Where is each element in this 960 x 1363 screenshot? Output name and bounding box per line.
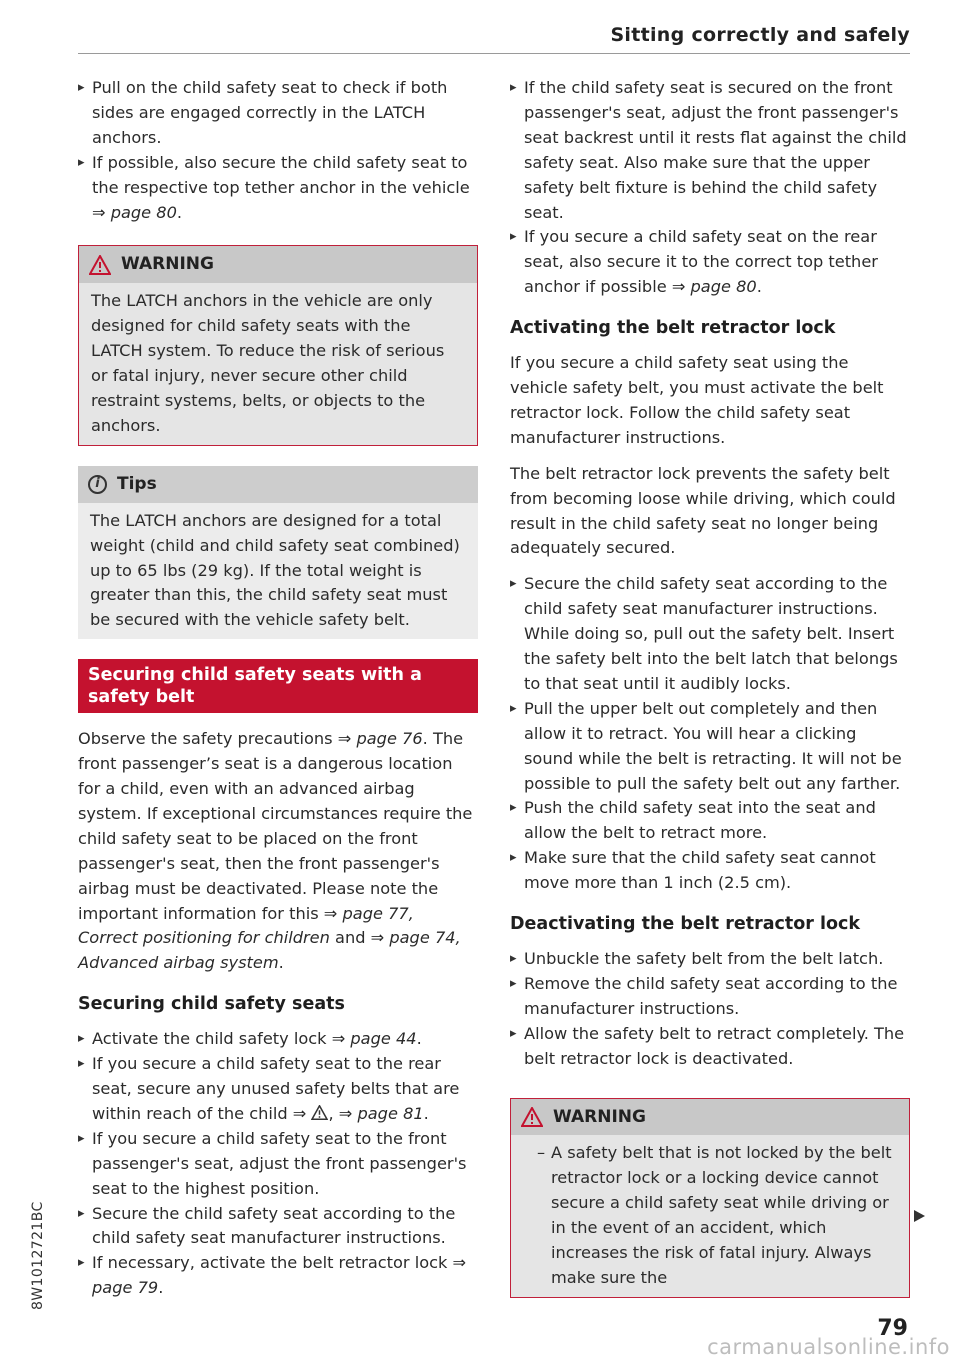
warning-box bbox=[78, 245, 478, 445]
page-ref-link[interactable]: ⇒ page 80 bbox=[92, 202, 177, 222]
list-item: ▸ Push the child safety seat into the seat and allow the belt to retract more. bbox=[510, 796, 910, 846]
continue-arrow-icon bbox=[914, 1210, 925, 1222]
header-rule bbox=[78, 53, 910, 54]
page-ref-link[interactable]: ⇒ page 44 bbox=[331, 1029, 417, 1049]
warning-text bbox=[511, 1135, 909, 1296]
list-item: ▸ If the child safety seat is secured on the front passenger's seat, adjust the front passenger's seat backrest until it rests flat against the child safety seat. Also make sure that the upper safety belt fixture is behind the child safety seat. bbox=[510, 76, 910, 225]
list-item: ▸ Unbuckle the safety belt from the belt latch. bbox=[510, 947, 910, 972]
list-item: ▸ If you secure a child safety seat on the rear seat, also secure it to the correct top tether anchor if possible ⇒ page 80. bbox=[510, 225, 910, 300]
paragraph: Observe the safety precautions ⇒ page 76. The front passenger’s seat is a dangerous location for a child, even with an advanced airbag system. If exceptional circumstances require the child safety seat to be placed on the front passenger's seat, then the front passenger's airbag must be deactivated. Please note the important information for this ⇒ page 77, Correct positioning for children and ⇒ page 74, Advanced airbag system. bbox=[78, 729, 473, 973]
paragraph: If you secure a child safety seat using the vehicle safety belt, you must activate the belt retractor lock. Follow the child safety seat manufacturer instructions. bbox=[510, 353, 884, 447]
list-item: ▸ Secure the child safety seat according to the child safety seat manufacturer instructions. While doing so, pull out the safety belt. Insert the safety belt into the belt latch that belongs to that seat until it audibly locks. bbox=[510, 572, 910, 697]
list-item: ▸ Activate the child safety lock ⇒ page 44. bbox=[78, 1027, 478, 1052]
list-item: ▸ Allow the safety belt to retract completely. The belt retractor lock is deactivated. bbox=[510, 1022, 910, 1072]
list-item: ▸ If you secure a child safety seat to the rear seat, secure any unused safety belts that are within reach of the child ⇒ , ⇒ page 81. bbox=[78, 1052, 478, 1127]
warning-title: WARNING bbox=[553, 1106, 646, 1127]
list-item: ▸ If possible, also secure the child safety seat to the respective top tether anchor in the vehicle ⇒ page 80. bbox=[78, 151, 478, 226]
tips-box bbox=[78, 466, 478, 639]
list-item: ▸ Remove the child safety seat according to the manufacturer instructions. bbox=[510, 972, 910, 1022]
list-item: ▸ Make sure that the child safety seat cannot move more than 1 inch (2.5 cm). bbox=[510, 846, 910, 896]
list-item: – A safety belt that is not locked by the belt retractor lock or a locking device cannot secure a child safety seat while driving or in the event of an accident, which increases the risk of fatal injury. Always make sure the bbox=[523, 1141, 897, 1290]
tips-text: The LATCH anchors are designed for a total weight (child and child safety seat combined) up to 65 lbs (29 kg). If the total weight is greater than this, the child safety seat must be secured with the vehicle safety belt. bbox=[90, 510, 460, 630]
list-item: ▸ Pull on the child safety seat to check if both sides are engaged correctly in the LATCH anchors. bbox=[78, 76, 478, 151]
page-number: 79 bbox=[877, 1316, 908, 1341]
tips-title: Tips bbox=[117, 473, 157, 494]
tips-header bbox=[78, 466, 478, 503]
warning-title: WARNING bbox=[121, 254, 214, 275]
subheading: Securing child safety seats bbox=[78, 994, 345, 1015]
page-ref-link[interactable]: ⇒ page 80 bbox=[671, 277, 757, 297]
page-ref-link[interactable]: ⇒ page 81 bbox=[338, 1103, 424, 1123]
list-item: ▸ Secure the child safety seat according to the child safety seat manufacturer instructions. bbox=[78, 1202, 478, 1252]
page-ref-link[interactable]: ⇒ page 77, Correct positioning for children bbox=[78, 903, 414, 948]
list-item: ▸ If necessary, activate the belt retractor lock ⇒ page 79. bbox=[78, 1251, 478, 1301]
list-item: ▸ Pull the upper belt out completely and then allow it to retract. You will hear a clicking sound while the belt is retracting. It will not be possible to pull the safety belt out any farther. bbox=[510, 697, 910, 797]
warning-header bbox=[79, 246, 477, 283]
page-ref-link[interactable]: ⇒ page 74, Advanced airbag system bbox=[78, 928, 461, 973]
paragraph: The belt retractor lock prevents the safety belt from becoming loose while driving, which could result in the child safety seat no longer being adequately secured. bbox=[510, 463, 896, 558]
page-header-title: Sitting correctly and safely bbox=[610, 24, 910, 46]
left-column bbox=[78, 76, 478, 1301]
warning-text: The LATCH anchors in the vehicle are only designed for child safety seats with the LATCH system. To reduce the risk of serious or fatal injury, never secure other child restraint systems, belts, or objects to the anchors. bbox=[91, 291, 445, 435]
warning-triangle-icon bbox=[89, 255, 111, 275]
warning-header bbox=[511, 1099, 909, 1136]
right-column bbox=[510, 76, 910, 1312]
document-code: 8W1012721BC bbox=[30, 1201, 46, 1310]
section-title: Securing child safety seats with a safety belt bbox=[78, 659, 478, 713]
warning-triangle-icon bbox=[311, 1105, 328, 1120]
subheading: Activating the belt retractor lock bbox=[510, 318, 836, 339]
list-item: ▸ If you secure a child safety seat to the front passenger's seat, adjust the front passenger's seat to the highest position. bbox=[78, 1127, 478, 1202]
info-icon: i bbox=[88, 475, 107, 494]
warning-box bbox=[510, 1098, 910, 1298]
page-ref-link[interactable]: ⇒ page 76 bbox=[337, 729, 423, 749]
page-ref-link[interactable]: ⇒ page 79 bbox=[92, 1253, 467, 1298]
warning-triangle-icon bbox=[521, 1107, 543, 1127]
subheading: Deactivating the belt retractor lock bbox=[510, 914, 861, 935]
watermark: carmanualsonline.info bbox=[707, 1335, 950, 1359]
